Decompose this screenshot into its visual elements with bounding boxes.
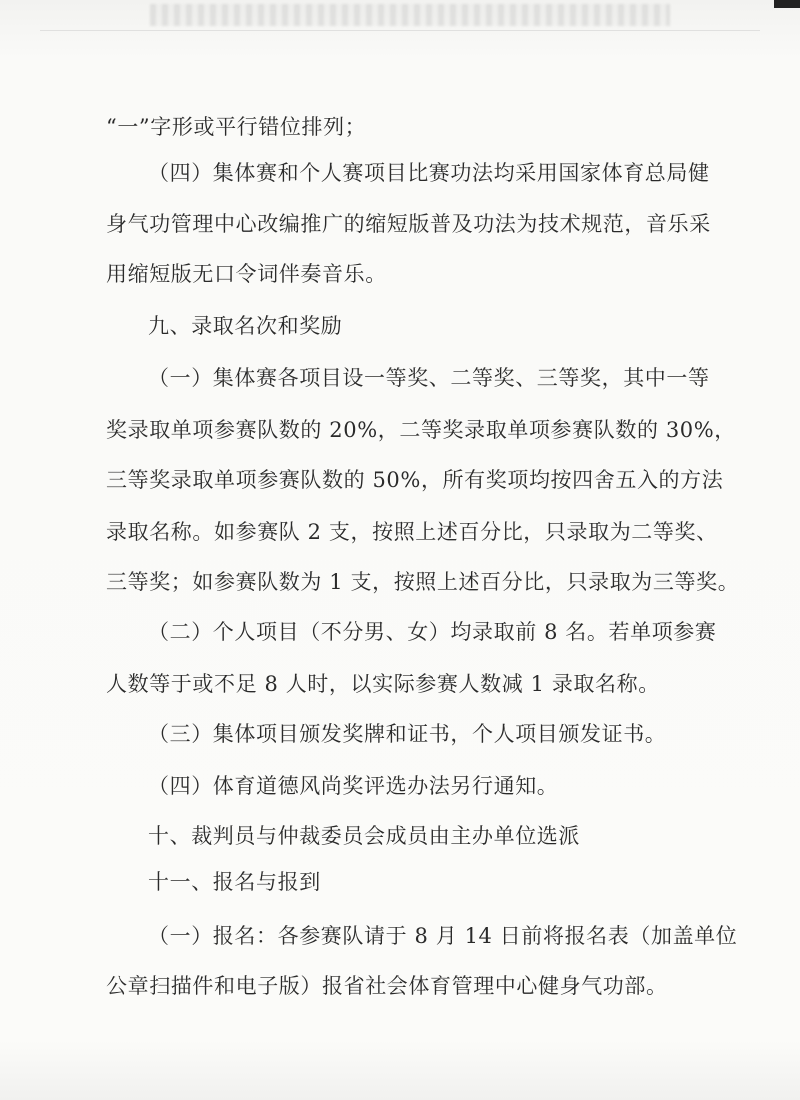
text-line-8: 三等奖录取单项参赛队数的 50%，所有奖项均按四舍五入的方法 xyxy=(106,468,724,492)
bleed-through-header xyxy=(150,4,670,26)
text-line-17: （一）报名：各参赛队请于 8 月 14 日前将报名表（加盖单位 xyxy=(148,924,738,948)
text-line-6: （一）集体赛各项目设一等奖、二等奖、三等奖，其中一等 xyxy=(148,366,710,390)
text-line-14: （四）体育道德风尚奖评选办法另行通知。 xyxy=(148,774,559,798)
text-line-13: （三）集体项目颁发奖牌和证书，个人项目颁发证书。 xyxy=(148,722,667,746)
bleed-through-line xyxy=(40,30,760,31)
section-heading-11: 十一、报名与报到 xyxy=(148,870,321,894)
section-heading-10: 十、裁判员与仲裁委员会成员由主办单位选派 xyxy=(148,824,580,848)
text-line-11: （二）个人项目（不分男、女）均录取前 8 名。若单项参赛 xyxy=(148,620,717,644)
text-line-7: 奖录取单项参赛队数的 20%，二等奖录取单项参赛队数的 30%， xyxy=(106,418,736,442)
text-line-10: 三等奖；如参赛队数为 1 支，按照上述百分比，只录取为三等奖。 xyxy=(106,570,740,594)
text-line-4: 用缩短版无口令词伴奏音乐。 xyxy=(106,262,387,286)
text-line-3: 身气功管理中心改编推广的缩短版普及功法为技术规范，音乐采 xyxy=(106,212,711,236)
text-line-1: “一”字形或平行错位排列； xyxy=(106,115,367,139)
text-line-9: 录取名称。如参赛队 2 支，按照上述百分比，只录取为二等奖、 xyxy=(106,520,718,544)
text-line-2: （四）集体赛和个人赛项目比赛功法均采用国家体育总局健 xyxy=(148,161,710,185)
scan-corner-mark xyxy=(774,0,800,8)
text-line-18: 公章扫描件和电子版）报省社会体育管理中心健身气功部。 xyxy=(106,974,668,998)
text-line-12: 人数等于或不足 8 人时，以实际参赛人数减 1 录取名称。 xyxy=(106,672,660,696)
section-heading-9: 九、录取名次和奖励 xyxy=(148,314,343,338)
